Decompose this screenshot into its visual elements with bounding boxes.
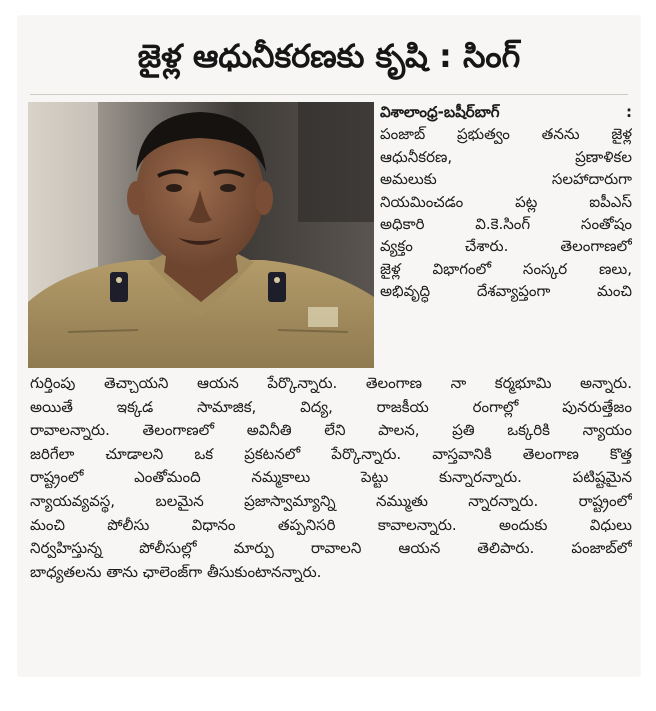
side-line: అభివృద్ధి దేశవ్యాప్తంగా మంచి: [380, 282, 632, 301]
body-line: న్యాయవ్యవస్థ, బలమైన ప్రజాస్వామ్యాన్ని నమ్ముతు న్నారన్నారు. రాష్ట్రంలో: [30, 491, 632, 510]
body-line: రాష్ట్రంలో ఎంతోమంది నమ్మకాలు పెట్టు కున్నారన్నారు. పటిష్టమైన: [30, 468, 632, 487]
body-line: నిర్వహిస్తున్న పోలీసుల్లో మార్పు రావాలని ఆయన తెలిపారు. పంజాబ్‌లో: [30, 539, 632, 558]
headline: జైళ్ల ఆధునీకరణకు కృషి : సింగ్: [137, 37, 521, 75]
body-line: రావాలన్నారు. తెలంగాణలో అవినీతి లేని పాలన, ప్రతి ఒక్కరికి న్యాయం: [30, 421, 632, 440]
side-line: అమలుకు సలహాదారుగా: [380, 170, 632, 189]
body-line: గుర్తింపు తెచ్చాయని ఆయన పేర్కొన్నారు. తెలంగాణ నా కర్మభూమి అన్నారు.: [30, 374, 632, 392]
body-line: మంచి పోలీసు విధానం తప్పనిసరి కావాలన్నారు. అందుకు విధులు: [30, 515, 632, 534]
side-line: జైళ్ల విభాగంలో సంస్కర ణలు,: [380, 259, 632, 278]
side-line: వ్యక్తం చేశారు. తెలంగాణలో: [380, 237, 632, 256]
side-line: పంజాబ్ ప్రభుత్వం తనను జైళ్ల: [380, 125, 632, 144]
body-line: అయితే ఇక్కడ సామాజిక, విద్య, రాజకీయ రంగాల్లో పునరుత్తేజం: [30, 397, 632, 416]
article-photo: [28, 102, 374, 368]
body-line: జరిగేలా చూడాలని ఒక ప్రకటనలో పేర్కొన్నారు. వాస్తవానికి తెలంగాణ కొత్త: [30, 444, 632, 463]
body-line: బాధ్యతలను తాను ఛాలెంజ్‌గా తీసుకుంటానన్నారు.: [30, 562, 322, 581]
article-column-side: [380, 101, 632, 303]
dateline: [380, 101, 632, 123]
newspaper-clipping: [18, 16, 640, 676]
article-body-full: [30, 372, 632, 584]
dateline-place: విశాలాంధ్ర-బషీర్‌బాగ్: [380, 103, 500, 121]
side-line: ఆధునీకరణ, ప్రణాళికల: [380, 147, 632, 166]
headline-divider: [30, 94, 628, 95]
side-line: నియమించడం పట్ల ఐపీఎస్: [380, 192, 632, 211]
officer-photo-illustration: [28, 102, 374, 368]
side-line: అధికారి వి.కె.సింగ్ సంతోషం: [380, 215, 632, 234]
dateline-colon: :: [626, 103, 632, 121]
